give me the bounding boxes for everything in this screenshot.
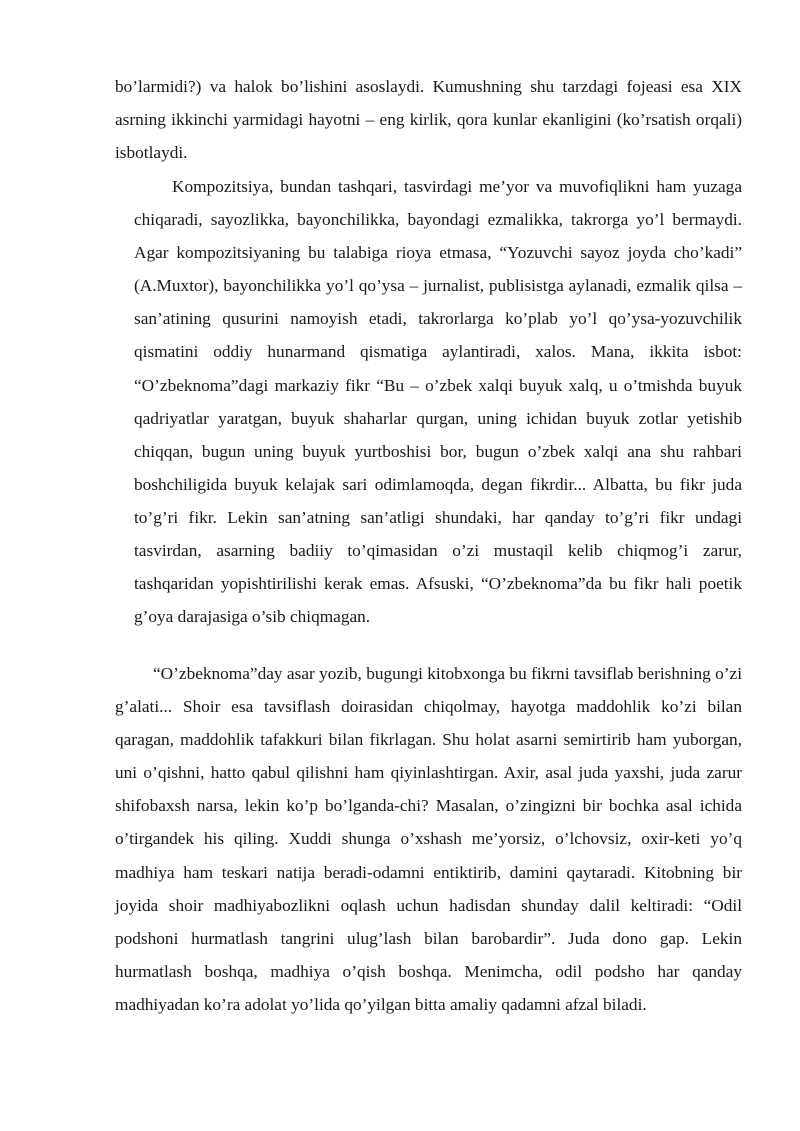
paragraph-uzbeknoma: “O’zbeknoma”day asar yozib, bugungi kitobxonga bu fikrni tavsiflab berishning o’zi g’alati... Shoir esa tavsiflash doirasidan chiqolmay, hayotga maddohlik ko’zi bilan qaragan, maddohlik tafakkuri bilan fikrlagan. Shu holat asarni semirtirib ham yuborgan, uni o’qishni, hatto qabul qilishni ham qiyinlashtirgan. Axir, asal juda yaxshi, juda zarur shifobaxsh narsa, lekin ko’p bo’lganda-chi? Masalan, o’zingizni bir bochka asal ichida o’tirgandek his qiling. Xuddi shunga o’xshash me’yorsiz, o’lchovsiz, oxir-keti yo’q madhiya ham teskari natija beradi-odamni entiktirib, damini qaytaradi. Kitobning bir joyida shoir madhiyabozlikni oqlash uchun hadisdan shunday dalil keltiradi: “Odil podshoni hurmatlash tangrini ulug’lash bilan barobardir”. Juda dono gap. Lekin hurmatlash boshqa, madhiya o’qish boshqa. Menimcha, odil podsho har qanday madhiyadan ko’ra adolat yo’lida qo’yilgan bitta amaliy qadamni afzal biladi. xyxy=(115,664,742,1014)
paragraph-continuation: bo’larmidi?) va halok bo’lishini asoslaydi. Kumushning shu tarzdagi fojeasi esa XIX asrning ikkinchi yarmidagi hayotni – eng kirlik, qora kunlar ekanligini (ko’rsatish orqali) isbotlaydi. xyxy=(115,77,742,163)
paragraph-composition: Kompozitsiya, bundan tashqari, tasvirdagi me’yor va muvofiqlikni ham yuzaga chiqaradi, sayozlikka, bayonchilikka, bayondagi ezmalikka, takrorga yo’l bermaydi. Agar kompozitsiyaning bu talabiga rioya etmasa, “Yozuvchi sayoz joyda cho’kadi” (A.Muxtor), bayonchilikka yo’l qo’ysa – jurnalist, publisistga aylanadi, ezmalik qilsa – san’atining qusurini namoyish etadi, takrorlarga ko’plab yo’l qo’ysa-yozuvchilik qismatini oddiy hunarmand qismatiga aylantiradi, xalos. Mana, ikkita isbot: “O’zbeknoma”dagi markaziy fikr “Bu – o’zbek xalqi buyuk xalq, u o’tmishda buyuk qadriyatlar yaratgan, buyuk shaharlar qurgan, uning ichidan buyuk zotlar yetishib chiqqan, bugun uning buyuk yurtboshisi bor, bugun o’zbek xalqi ana shu rahbari boshchiligida buyuk kelajak sari odimlamoqda, degan fikrdir... Albatta, bu fikr juda to’g’ri fikr. Lekin san’atning san’atligi shundaki, har qanday to’g’ri fikr undagi tasvirdan, asarning badiiy to’qimasidan o’zi mustaqil kelib chiqmog’i zarur, tashqaridan yopishtirilishi kerak emas. Afsuski, “O’zbeknoma”da bu fikr hali poetik g’oya darajasiga o’sib chiqmagan. xyxy=(134,177,742,627)
